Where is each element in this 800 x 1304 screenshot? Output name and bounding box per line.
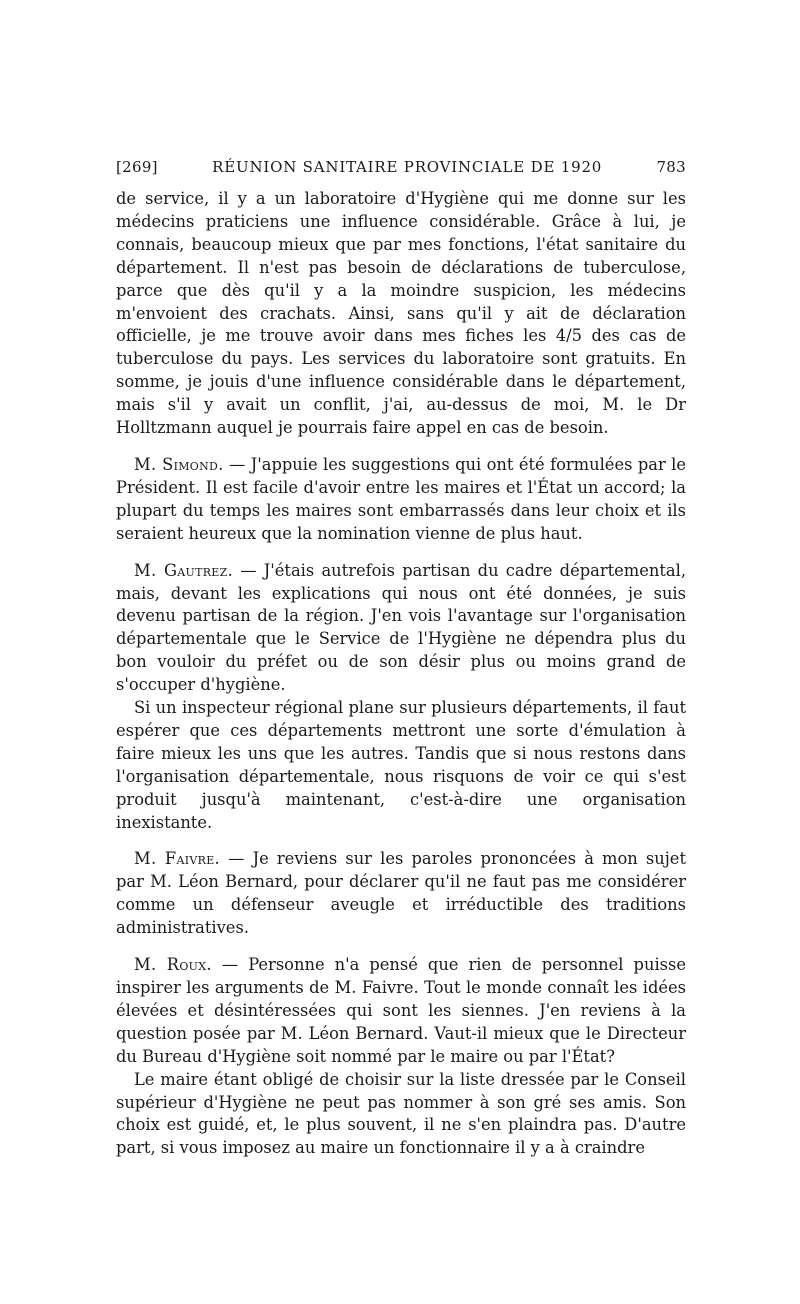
section-number: [269] (116, 158, 158, 176)
paragraph-text: — J'étais autrefois partisan du cadre départemental, mais, devant les explications qui nous ont été données, je suis devenu partisan de la région. J'en vois l'avantage sur l'organisation départementale que le Service de l'Hygiène ne dépendra plus du bon vouloir du préfet ou de son désir plus ou moins grand de s'occuper d'hygiène. (116, 560, 687, 695)
paragraph-text: de service, il y a un laboratoire d'Hygiène qui me donne sur les médecins praticiens une influence considérable. Grâce à lui, je connais, beaucoup mieux que par mes fonctions, l'état sanitaire du département. Il n'est pas besoin de déclarations de tuberculose, parce que dès qu'il y a la moindre suspicion, les médecins m'envoient des crachats. Ainsi, sans qu'il y ait de déclaration officielle, je me trouve avoir dans mes fiches les 4/5 des cas de tuberculose du pays. Les services du laboratoire sont gratuits. En somme, je jouis d'une influence considérable dans le département, mais s'il y avait un conflit, j'ai, au-dessus de moi, M. le Dr Holltzmann auquel je pourrais faire appel en cas de besoin. (116, 189, 686, 438)
paragraph-gautrez-cont (116, 697, 686, 834)
paragraph-gautrez (116, 560, 686, 697)
speaker-name: M. Simond. (134, 454, 224, 474)
speaker-name: M. Roux. (134, 955, 212, 975)
paragraph-roux-cont (116, 1069, 686, 1161)
paragraph-simond (116, 454, 686, 546)
paragraph-text: Le maire étant obligé de choisir sur la liste dressée par le Conseil supérieur d'Hygiène ne peut pas nommer à son gré ses amis. Son choix est guidé, et, le plus souvent, il ne s'en plaindra pas. D'autre part, si vous imposez au maire un fonctionnaire il y a à craindre (116, 1069, 686, 1158)
running-header (116, 158, 686, 176)
document-page (116, 158, 686, 1160)
paragraph-text: — Je reviens sur les paroles prononcées à mon sujet par M. Léon Bernard, pour déclarer qu'il ne faut pas me considérer comme un défenseur aveugle et irréductible des traditions administratives. (116, 849, 686, 938)
paragraph-text: — J'appuie les suggestions qui ont été formulées par le Président. Il est facile d'avoir entre les maires et l'État un accord; la plupart du temps les maires sont embarrassés dans leur choix et ils seraient heureux que la nomination vienne de plus haut. (116, 454, 686, 543)
paragraph-text: — Personne n'a pensé que rien de personnel puisse inspirer les arguments de M. Faivre. Tout le monde connaît les idées élevées et désintéressées qui sont les siennes. J'en reviens à la question posée par M. Léon Bernard. Vaut-il mieux que le Directeur du Bureau d'Hygiène soit nommé par le maire ou par l'État? (116, 955, 687, 1066)
paragraph-faivre (116, 848, 686, 940)
running-title: RÉUNION SANITAIRE PROVINCIALE DE 1920 (212, 158, 603, 176)
paragraph-text: Si un inspecteur régional plane sur plusieurs départements, il faut espérer que ces départements mettront une sorte d'émulation à faire mieux les uns que les autres. Tandis que si nous restons dans l'organisation départementale, nous risquons de voir ce qui s'est produit jusqu'à maintenant, c'est-à-dire une organisation inexistante. (116, 698, 686, 832)
speaker-name: M. Faivre. (134, 849, 221, 869)
page-number: 783 (656, 158, 686, 176)
paragraph-continuation (116, 188, 686, 440)
paragraph-roux (116, 954, 686, 1069)
speaker-name: M. Gautrez. (134, 560, 234, 580)
